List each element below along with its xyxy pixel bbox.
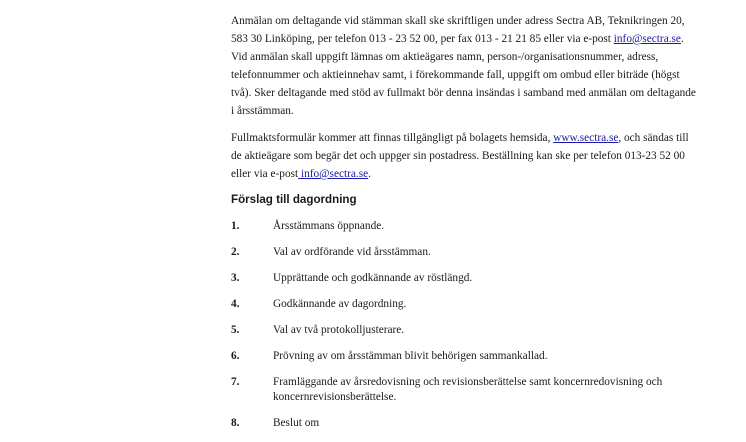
agenda-item-text: Val av ordförande vid årsstämman. (273, 246, 431, 258)
email-link-2[interactable]: info@sectra.se (298, 168, 369, 180)
proxy-text-middle: , och sändas till de aktieägare som begär det och uppger sin postadress. Beställning kan ske per telefon 013-23 52 00 eller via e-post (231, 132, 689, 180)
agenda-item-number: 4. (231, 298, 240, 310)
agenda-item (231, 219, 697, 234)
proxy-text-end: . (368, 168, 371, 180)
agenda-item-text: Godkännande av dagordning. (273, 298, 407, 310)
agenda-item-text: Upprättande och godkännande av röstlängd. (273, 272, 473, 284)
agenda-item-number: 3. (231, 272, 240, 284)
agenda-heading: Förslag till dagordning (231, 193, 357, 206)
agenda-item-text: Beslut om (273, 417, 320, 429)
proxy-text-start: Fullmaktsformulär kommer att finnas tillgängligt på bolagets hemsida, (231, 132, 554, 144)
agenda-item (231, 323, 697, 338)
agenda-item-number: 7. (231, 376, 240, 388)
agenda-item-number: 1. (231, 220, 240, 232)
agenda-item (231, 271, 697, 286)
agenda-item-number: 2. (231, 246, 240, 258)
agenda-item-text: Framläggande av årsredovisning och revisionsberättelse samt koncernredovisning och koncernrevisionsberättelse. (273, 376, 663, 403)
document-page (231, 12, 697, 442)
agenda-item-text: Val av två protokolljusterare. (273, 324, 405, 336)
agenda-item (231, 245, 697, 260)
agenda-item (231, 416, 697, 431)
agenda-item-text: Prövning av om årsstämman blivit behörigen sammankallad. (273, 350, 548, 362)
agenda-item (231, 349, 697, 364)
agenda-item-number: 5. (231, 324, 240, 336)
agenda-item (231, 297, 697, 312)
registration-paragraph (231, 12, 697, 120)
website-link[interactable]: www.sectra.se (553, 132, 619, 144)
agenda-item-text: Årsstämmans öppnande. (273, 220, 385, 232)
agenda-list (231, 219, 697, 431)
registration-text-end: . Vid anmälan skall uppgift lämnas om aktieägares namn, person-/organisationsnummer, adress, telefonnummer och aktieinnehav samt, i förekommande fall, uppgift om ombud eller biträde (högst två). Sker deltagande med stöd av fullmakt bör denna insändas i samband med anmälan om deltagande i årsstämman. (231, 33, 696, 117)
agenda-item (231, 375, 697, 405)
proxy-form-paragraph (231, 129, 697, 183)
registration-text-start: Anmälan om deltagande vid stämman skall ske skriftligen under adress Sectra AB, Teknikringen 20, 583 30 Linköping, per telefon 013 - 23 52 00, per fax 013 - 21 21 85 eller via e-post (231, 15, 685, 45)
email-link[interactable]: info@sectra.se (613, 33, 681, 45)
agenda-item-number: 8. (231, 417, 240, 429)
agenda-item-number: 6. (231, 350, 240, 362)
